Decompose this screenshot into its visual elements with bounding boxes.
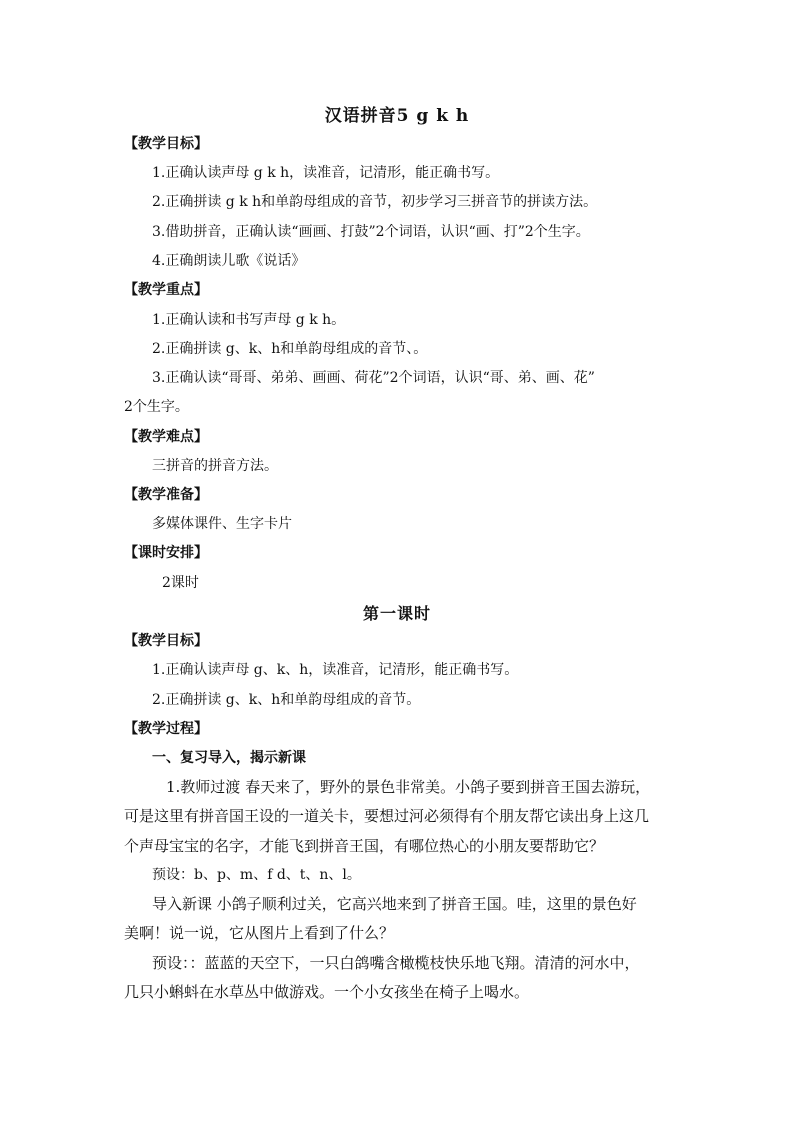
schedule-heading: 【课时安排】 <box>124 545 208 561</box>
process-heading: 【教学过程】 <box>124 721 208 737</box>
paragraph1-line3: 个声母宝宝的名字，才能飞到拼音王国，有哪位热心的小朋友要帮助它？ <box>124 837 605 855</box>
difficulty-text: 三拼音的拼音方法。 <box>152 458 278 474</box>
goal-item-2: 2.正确拼读 g k h和单韵母组成的音节，初步学习三拼音节的拼读方法。 <box>152 194 598 210</box>
lesson-goals-heading: 【教学目标】 <box>124 633 208 649</box>
preset-one: 预设：b、p、m、f d、t、n、l。 <box>152 867 361 883</box>
paragraph3-line1: 预设：：蓝蓝的天空下，一只白鸽嘴含橄榄枝快乐地飞翔。清清的河水中， <box>152 954 640 972</box>
goal-item-4: 4.正确朗读儿歌《说话》 <box>152 253 306 269</box>
key-point-3-continued: 2个生字。 <box>124 399 189 415</box>
paragraph2-line2: 美啊！说一说，它从图片上看到了什么？ <box>124 924 395 942</box>
step-one-heading: 一、复习导入，揭示新课 <box>152 750 306 766</box>
lesson-goal-1: 1.正确认读声母 g、k、h，读准音，记清形，能正确书写。 <box>152 662 519 678</box>
paragraph1-line1: 1.教师过渡 春天来了，野外的景色非常美。小鸽子要到拼音王国去游玩， <box>166 778 651 796</box>
preparation-text: 多媒体课件、生字卡片 <box>152 516 292 532</box>
goal-item-1: 1.正确认读声母 g k h，读准音，记清形，能正确书写。 <box>152 165 500 181</box>
key-point-3: 3.正确认读“哥哥、弟弟、画画、荷花”2个词语，认识“哥、弟、画、花” <box>152 370 595 386</box>
key-point-1: 1.正确认读和书写声母 g k h。 <box>152 312 346 328</box>
schedule-text: 2课时 <box>162 575 199 591</box>
paragraph2-line1: 导入新课 小鸽子顺利过关，它高兴地来到了拼音王国。哇，这里的景色好 <box>152 895 637 913</box>
key-point-2: 2.正确拼读 g、k、h和单韵母组成的音节、。 <box>152 341 428 357</box>
lesson-one-title: 第一课时 <box>362 604 431 623</box>
difficulty-heading: 【教学难点】 <box>124 429 208 445</box>
paragraph3-line2: 几只小蝌蚪在水草丛中做游戏。一个小女孩坐在椅子上喝水。 <box>124 983 530 1001</box>
teaching-goals-heading: 【教学目标】 <box>124 136 208 152</box>
document-title: 汉语拼音5 g k h <box>324 106 470 126</box>
lesson-goal-2: 2.正确拼读 g、k、h和单韵母组成的音节。 <box>152 692 421 708</box>
key-points-heading: 【教学重点】 <box>124 282 208 298</box>
goal-item-3: 3.借助拼音，正确认读“画画、打鼓”2个词语，认识“画、打”2个生字。 <box>152 224 590 240</box>
paragraph1-line2: 可是这里有拼音国王设的一道关卡，要想过河必须得有个朋友帮它读出身上这几 <box>124 807 650 825</box>
preparation-heading: 【教学准备】 <box>124 487 208 503</box>
